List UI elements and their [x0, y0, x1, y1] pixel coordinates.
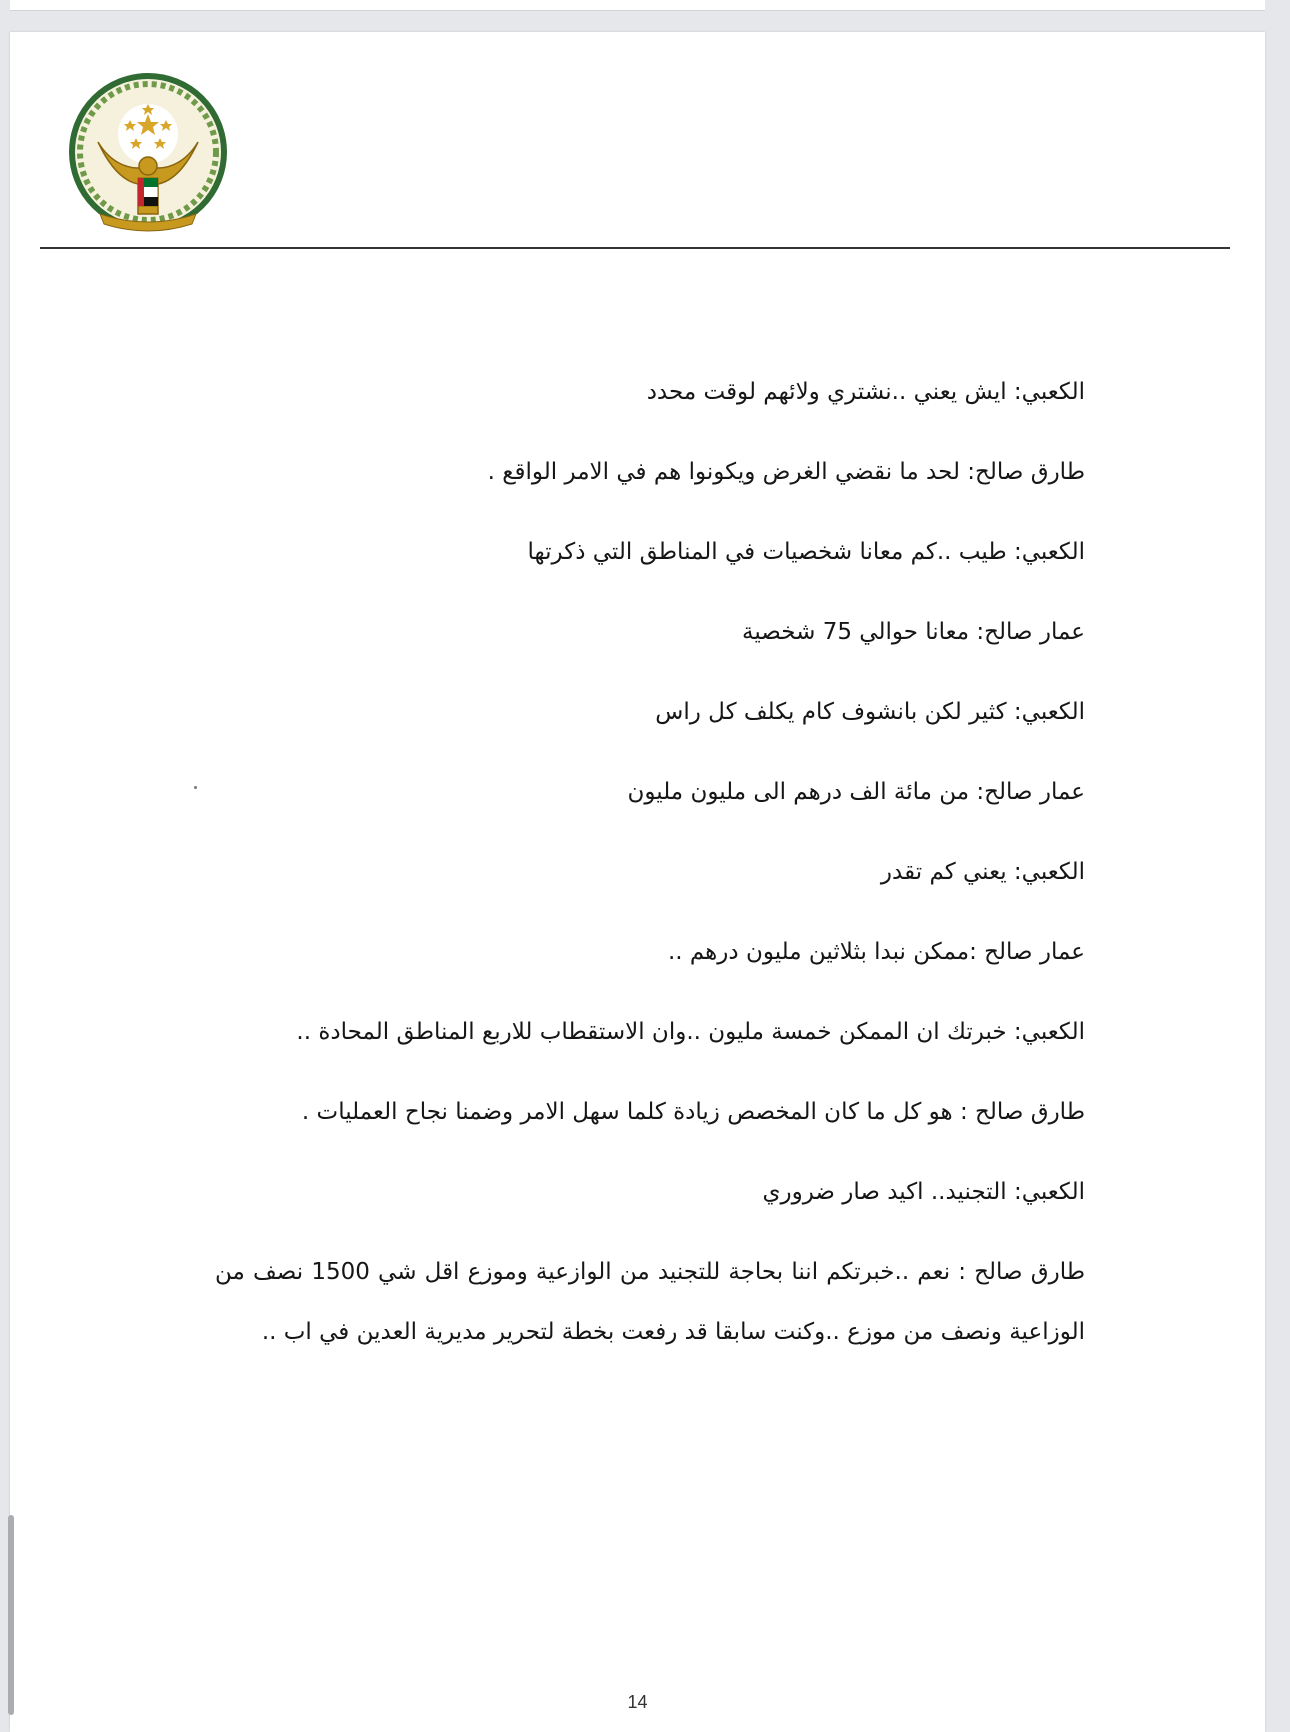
transcript-line: طارق صالح : نعم ..خبرتكم اننا بحاجة للتجنيد من الوازعية وموزع اقل شي 1500 نصف من الوزاعية ونصف من موزع ..وكنت سابقا قد رفعت بخطة لتحرير مديرية العدين في اب ..: [215, 1259, 1086, 1345]
transcript-line: عمار صالح :ممكن نبدا بثلاثين مليون درهم ..: [667, 939, 1085, 965]
uae-armed-forces-emblem: [58, 64, 238, 244]
scan-speck: [194, 786, 197, 789]
scrollbar-thumb[interactable]: [8, 1515, 14, 1715]
transcript-line: طارق صالح: لحد ما نقضي الغرض ويكونوا هم في الامر الواقع .: [487, 459, 1085, 485]
document-page: [10, 32, 1265, 1732]
transcript-line: عمار صالح: معانا حوالي 75 شخصية: [742, 619, 1085, 645]
previous-page-edge: [10, 0, 1265, 11]
transcript-line: طارق صالح : هو كل ما كان المخصص زيادة كلما سهل الامر وضمنا نجاح العمليات .: [301, 1099, 1085, 1125]
transcript-body: [215, 362, 1085, 1382]
emblem-graphic: [58, 64, 238, 244]
transcript-line: الكعبي: طيب ..كم معانا شخصيات في المناطق التي ذكرتها: [527, 539, 1085, 565]
transcript-line: الكعبي: ايش يعني ..نشتري ولائهم لوقت محدد: [646, 379, 1085, 405]
transcript-line: الكعبي: يعني كم تقدر: [880, 859, 1085, 885]
page-number: 14: [627, 1692, 648, 1712]
header-divider: [40, 247, 1230, 249]
transcript-line: الكعبي: خبرتك ان الممكن خمسة مليون ..وان الاستقطاب للاربع المناطق المحادة ..: [296, 1019, 1085, 1045]
transcript-line: الكعبي: كثير لكن بانشوف كام يكلف كل راس: [655, 699, 1085, 725]
transcript-line: الكعبي: التجنيد.. اكيد صار ضروري: [762, 1179, 1085, 1205]
transcript-line: عمار صالح: من مائة الف درهم الى مليون مليون: [627, 779, 1085, 805]
